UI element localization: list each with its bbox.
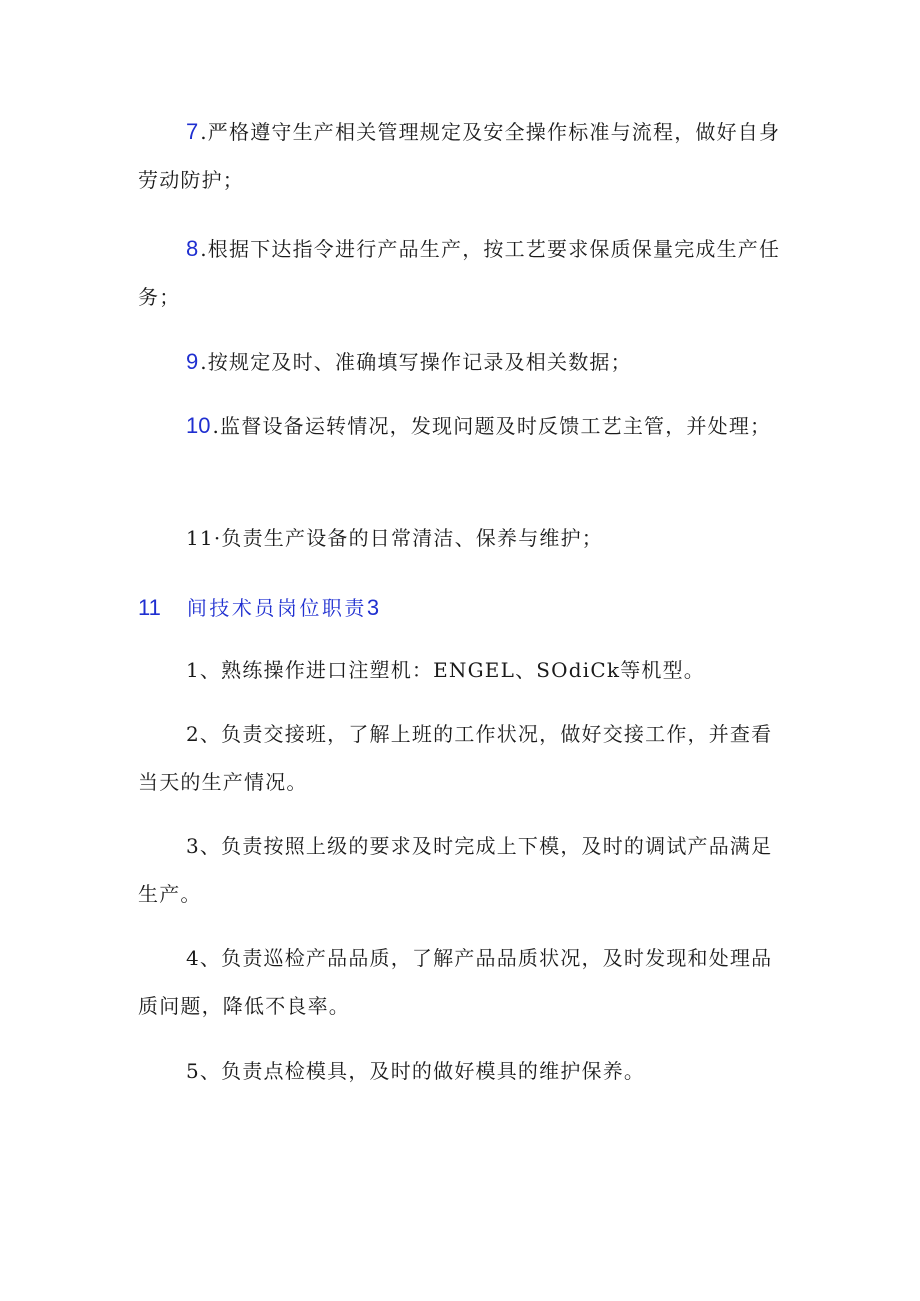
list-item-4 <box>138 934 788 1030</box>
item-text: 4、负责巡检产品品质，了解产品品质状况，及时发现和处理品质问题，降低不良率。 <box>138 946 773 1018</box>
section-heading <box>138 584 788 632</box>
paragraph-8 <box>138 225 788 321</box>
item-text: 5、负责点检模具，及时的做好模具的维护保养。 <box>186 1059 646 1083</box>
item-number: 10 <box>186 413 211 438</box>
paragraph-text: 11·负责生产设备的日常清洁、保养与维护； <box>186 526 604 550</box>
list-item-3 <box>138 822 788 918</box>
heading-suffix: 3 <box>366 595 380 620</box>
item-text: 3、负责按照上级的要求及时完成上下模，及时的调试产品满足生产。 <box>138 834 773 906</box>
list-item-5 <box>138 1047 788 1095</box>
paragraph-7 <box>138 108 788 204</box>
list-item-1 <box>138 646 788 694</box>
paragraph-text: .根据下达指令进行产品生产，按工艺要求保质保量完成生产任务； <box>138 237 781 309</box>
paragraph-9 <box>138 338 788 386</box>
item-number: 9 <box>186 349 199 374</box>
paragraph-text: .严格遵守生产相关管理规定及安全操作标准与流程，做好自身劳动防护； <box>138 120 781 192</box>
paragraph-text: .监督设备运转情况，发现问题及时反馈工艺主管，并处理； <box>212 414 772 438</box>
heading-title: 间技术员岗位职责 <box>186 596 367 620</box>
item-text: 2、负责交接班，了解上班的工作状况，做好交接工作，并查看当天的生产情况。 <box>138 722 773 794</box>
paragraph-10 <box>138 402 788 450</box>
item-number: 7 <box>186 119 199 144</box>
heading-number: 11 <box>138 595 161 620</box>
item-text: 1、熟练操作进口注塑机：ENGEL、SOdiCk等机型。 <box>186 658 706 682</box>
paragraph-11 <box>138 514 788 562</box>
paragraph-text: .按规定及时、准确填写操作记录及相关数据； <box>200 350 632 374</box>
list-item-2 <box>138 710 788 806</box>
item-number: 8 <box>186 236 199 261</box>
